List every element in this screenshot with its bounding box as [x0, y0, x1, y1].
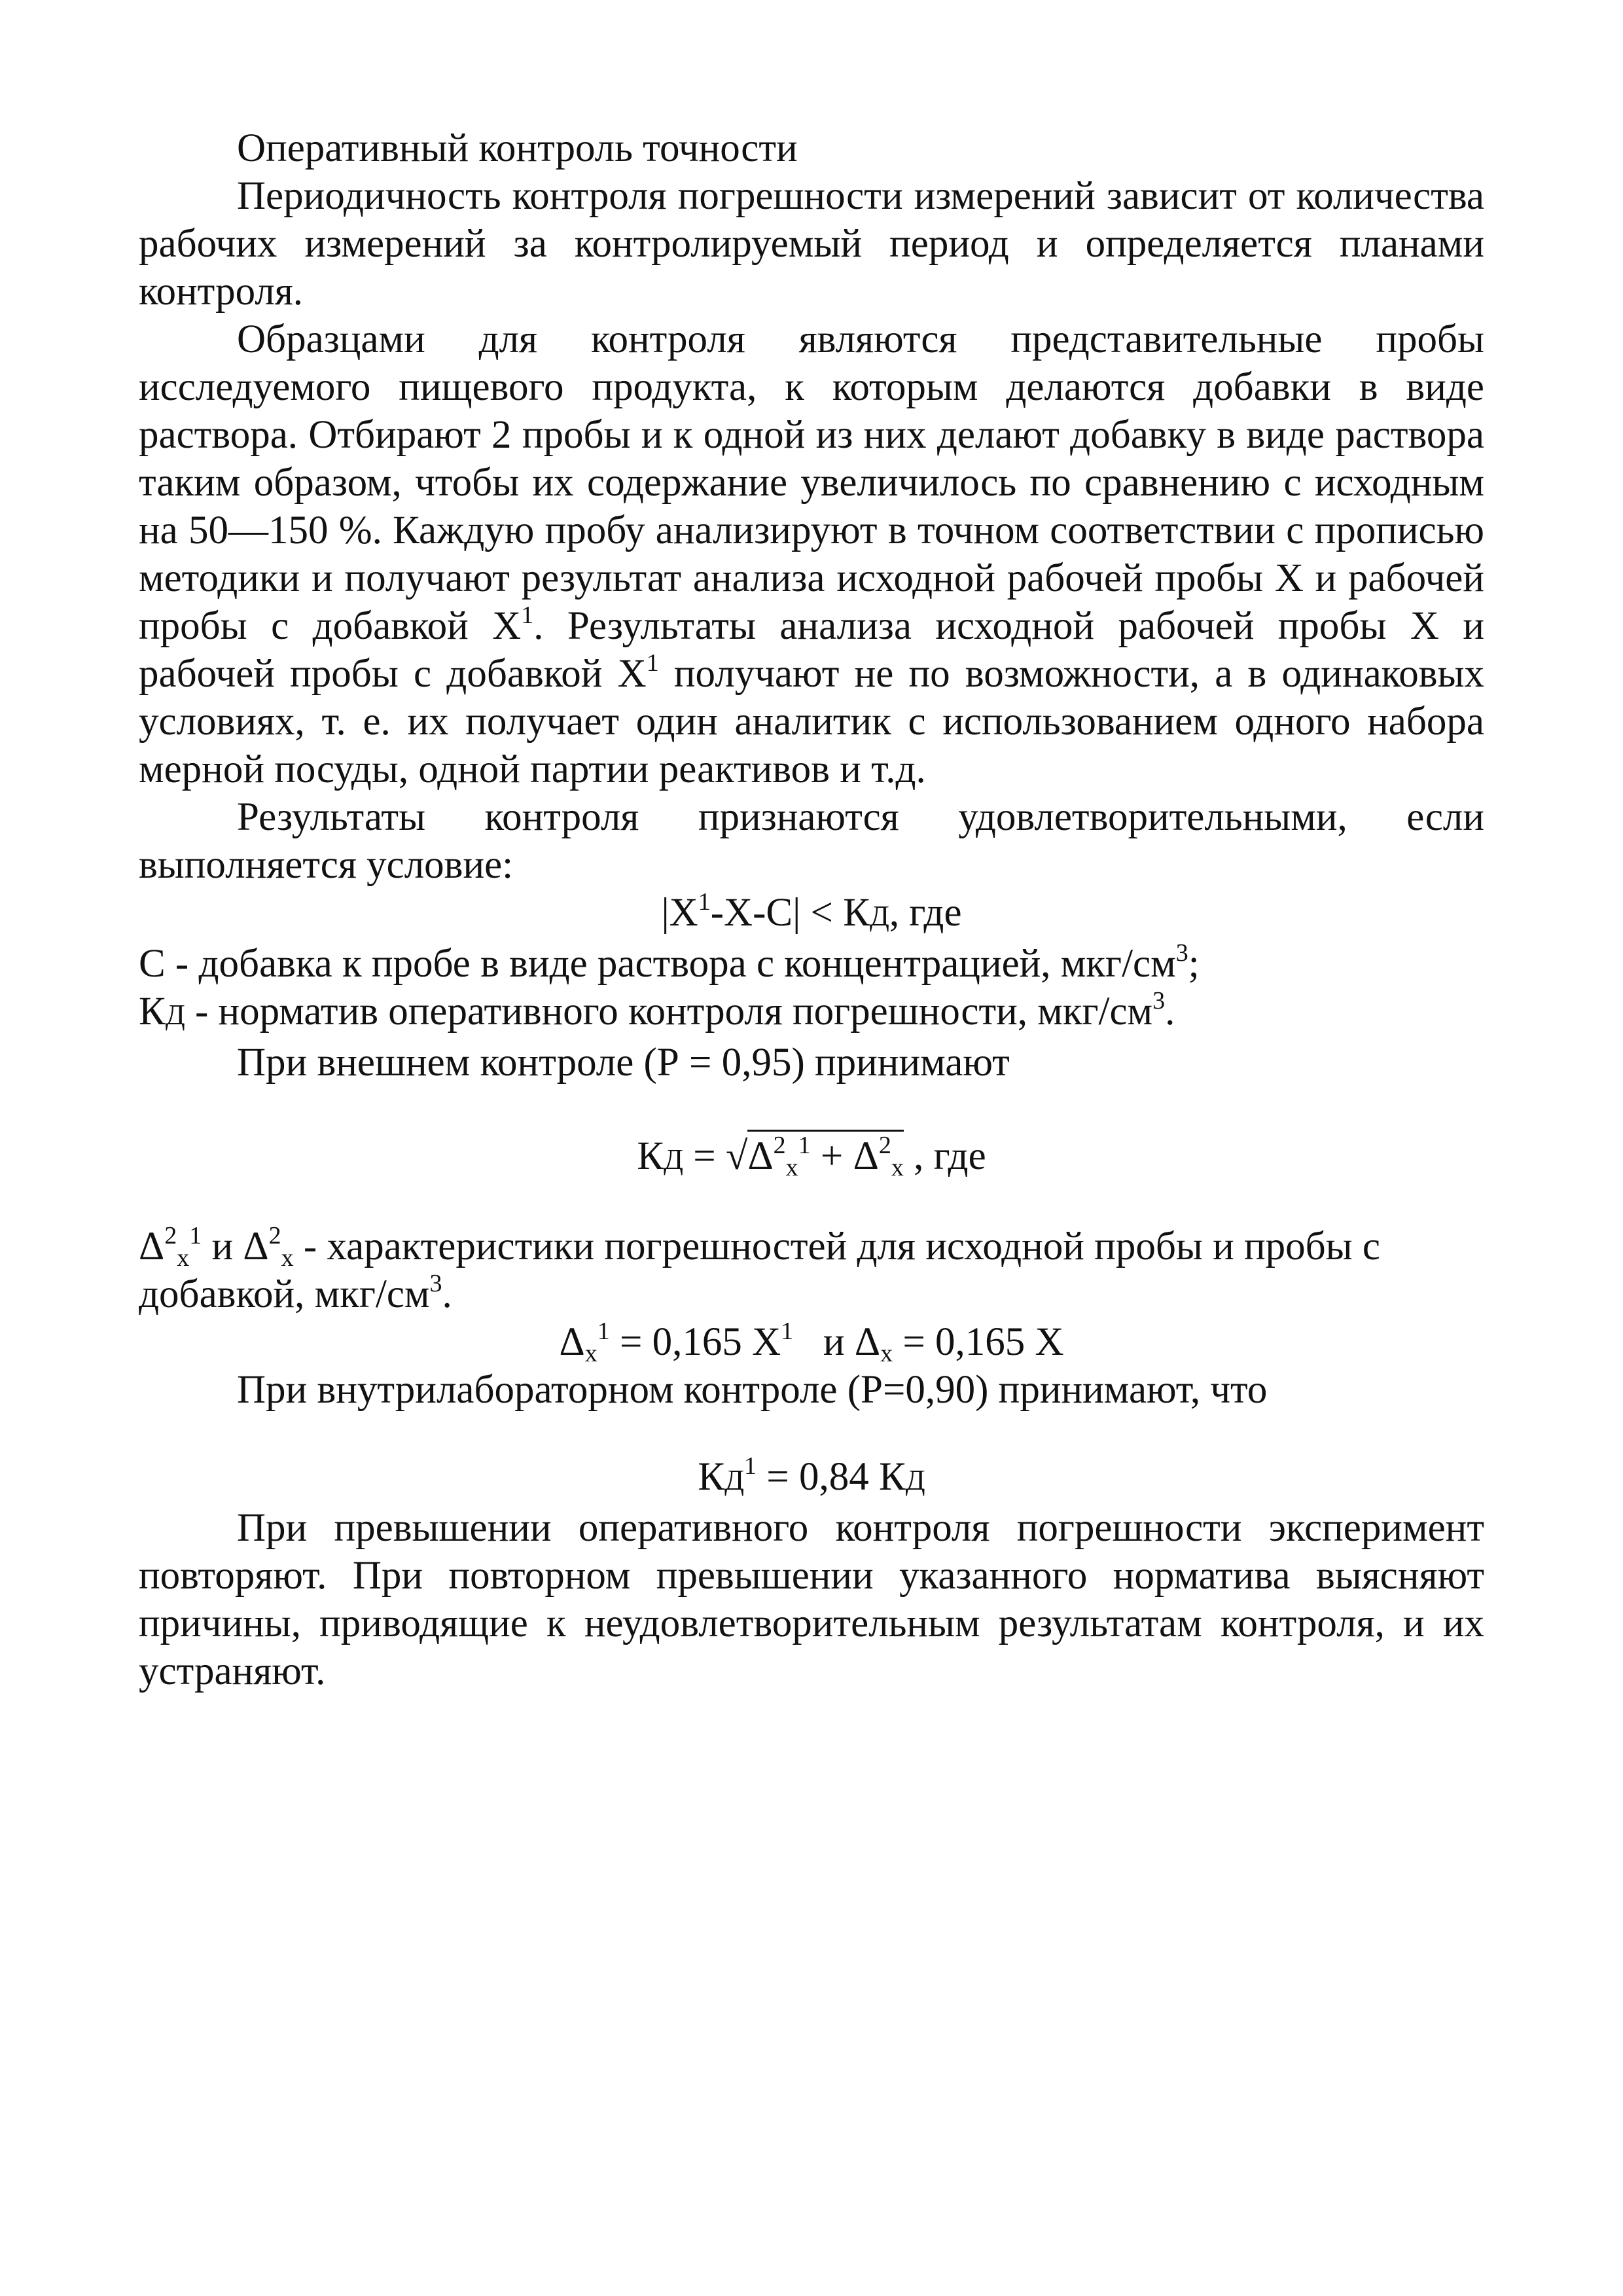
- definition-end: ;: [1188, 942, 1200, 986]
- definition-text: - характеристики погрешностей для исходной пробы и пробы с добавкой, мкг/см: [139, 1225, 1380, 1316]
- spacer: [139, 1414, 1484, 1453]
- subscript-x: x: [584, 1340, 597, 1367]
- definition-end: .: [1165, 990, 1175, 1033]
- superscript-one: 1: [698, 888, 711, 916]
- superscript-two: 2: [773, 1132, 786, 1159]
- paragraph-samples: [139, 315, 1484, 793]
- paragraph-periodicity: Периодичность контроля погрешности измерений зависит от количества рабочих измерений за контролируемый период и определяется планами контроля.: [139, 174, 1484, 314]
- subscript-d: Д: [165, 999, 185, 1031]
- sqrt-sign: = √: [683, 1134, 748, 1178]
- subscript-d: Д: [724, 1464, 745, 1496]
- conjunction: и: [793, 1320, 855, 1364]
- radicand: [747, 1130, 904, 1181]
- definition-c: [139, 940, 1484, 988]
- formula-part: = 0,165 X: [609, 1320, 781, 1364]
- kd-symbol: К: [139, 990, 166, 1033]
- kd-symbol: К: [698, 1455, 725, 1499]
- delta-symbol: Δ: [747, 1134, 774, 1178]
- plus-sign: +: [810, 1134, 853, 1178]
- paragraph-results: Результаты контроля признаются удовлетворительными, если выполняется условие:: [139, 795, 1484, 887]
- internal-control: При внутрилабораторном контроле (Р=0,90) принимают, что: [237, 1368, 1268, 1412]
- formula-part: = 0,165 X: [893, 1320, 1064, 1364]
- kd-formula: [139, 1132, 1484, 1183]
- superscript-one: 1: [781, 1318, 794, 1345]
- superscript-two: 2: [164, 1222, 177, 1249]
- formula-part: = 0,84 К: [757, 1455, 906, 1499]
- condition-formula: [139, 889, 1484, 940]
- superscript-two: 2: [878, 1132, 891, 1159]
- subscript-x: x: [177, 1244, 190, 1272]
- superscript-one: 1: [798, 1132, 811, 1159]
- samples-text-c: получают не по возможности, а в одинаковых условиях, т. е. их получает один аналитик с использованием одного набора мерной посуды, одной партии реактивов и т.д.: [139, 652, 1484, 791]
- subscript-x: x: [785, 1154, 798, 1181]
- formula-part: |X: [661, 891, 698, 935]
- superscript-one: 1: [597, 1318, 610, 1345]
- superscript-one: 1: [521, 601, 534, 629]
- superscript-three: 3: [429, 1270, 442, 1297]
- superscript-three: 3: [1175, 939, 1188, 967]
- formula-where: , где: [903, 1134, 986, 1178]
- definition-end: .: [442, 1272, 452, 1316]
- delta-symbol: Δ: [139, 1225, 165, 1268]
- definition-kd: [139, 988, 1484, 1039]
- superscript-one: 1: [744, 1452, 757, 1480]
- delta-symbol: Δ: [854, 1320, 881, 1364]
- kd1-formula: [139, 1453, 1484, 1504]
- subscript-d: Д: [869, 900, 889, 932]
- samples-text-a: Образцами для контроля являются представительные пробы исследуемого пищевого продукта, к которым делаются добавки в виде раствора. Отбирают 2 пробы и к одной из них делают добавку в виде раствора таким образом, чтобы их содержание увеличилось по сравнению с исходным на 50—150 %. Каждую пробу анализируют в точном соответствии с прописью методики и получают результат анализа исходной рабочей пробы X и рабочей пробы с добавкой X: [139, 317, 1484, 648]
- external-control: При внешнем контроле (Р = 0,95) принимают: [237, 1041, 1010, 1085]
- formula-part: , где: [889, 891, 962, 935]
- definition-text: С - добавка к пробе в виде раствора с концентрацией, мкг/см: [139, 942, 1176, 986]
- delta-formulas: [139, 1318, 1484, 1366]
- paragraph-final: При превышении оперативного контроля погрешности эксперимент повторяют. При повторном превышении указанного норматива выясняют причины, приводящие к неудовлетворительным результатам контроля, и их устраняют.: [139, 1506, 1484, 1693]
- spacer: [139, 1086, 1484, 1126]
- delta-symbol: Δ: [243, 1225, 269, 1268]
- subscript-x: x: [281, 1244, 294, 1272]
- definition-text: - норматив оперативного контроля погрешности, мкг/см: [185, 990, 1153, 1033]
- subscript-d: Д: [905, 1464, 925, 1496]
- delta-symbol: Δ: [559, 1320, 585, 1364]
- samples-text-b: . Результаты анализа исходной рабочей пробы X и рабочей пробы с добавкой X: [139, 604, 1484, 696]
- delta-symbol: Δ: [853, 1134, 879, 1178]
- superscript-one: 1: [189, 1222, 202, 1249]
- subscript-d: Д: [664, 1143, 684, 1175]
- spacer: [139, 1183, 1484, 1223]
- section-heading: [139, 124, 1484, 172]
- subscript-x: x: [891, 1154, 904, 1181]
- delta-definition: [139, 1223, 1484, 1318]
- subscript-x: x: [880, 1340, 893, 1367]
- superscript-one: 1: [646, 649, 659, 677]
- conjunction: и: [202, 1225, 243, 1268]
- superscript-three: 3: [1152, 987, 1166, 1014]
- superscript-two: 2: [268, 1222, 281, 1249]
- heading-text: Оперативный контроль точности: [237, 126, 798, 170]
- formula-part: -X-C| < К: [710, 891, 870, 935]
- document-page: [139, 124, 1484, 1695]
- kd-symbol: К: [637, 1134, 664, 1178]
